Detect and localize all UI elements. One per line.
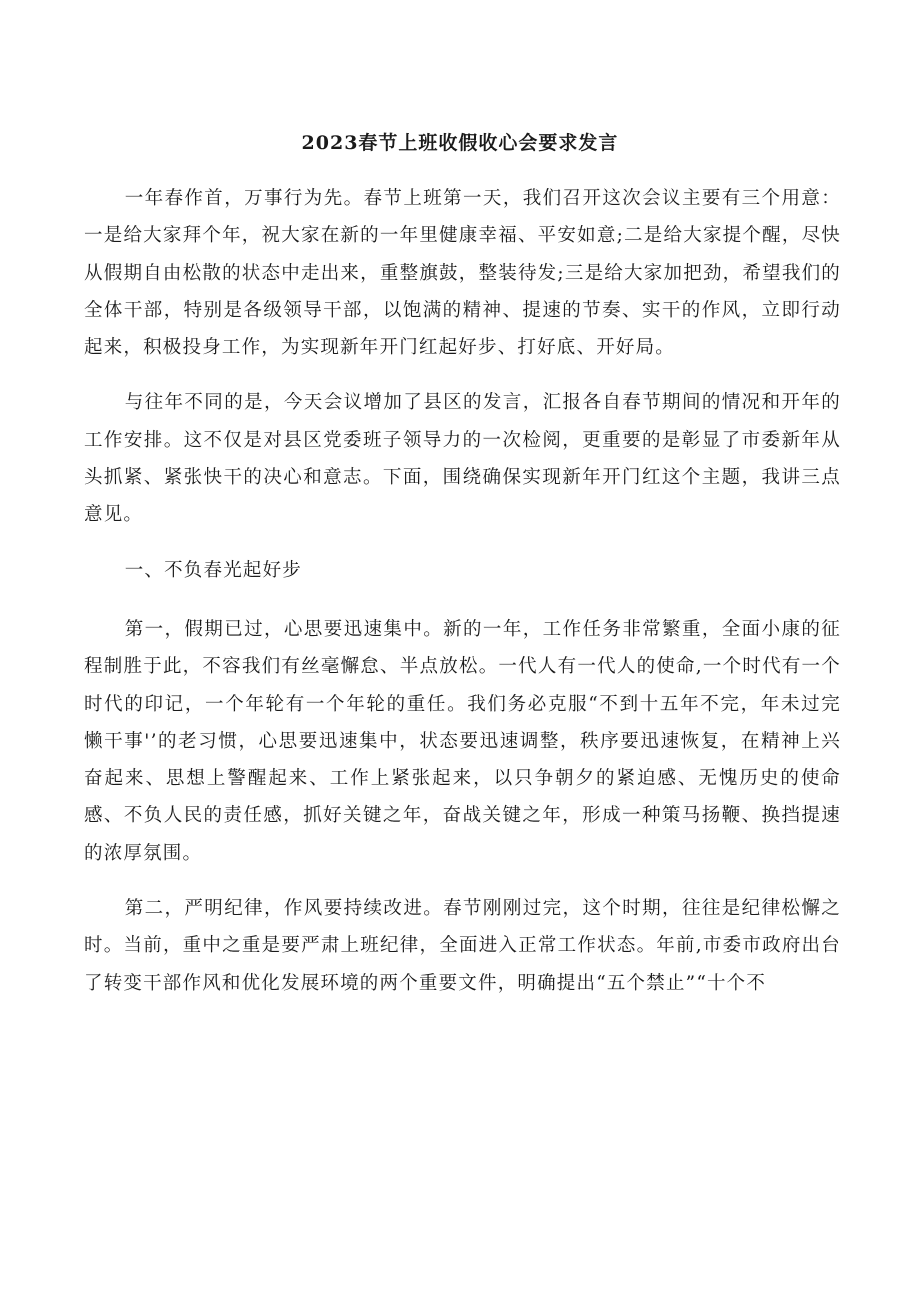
- paragraph-introduction: 与往年不同的是，今天会议增加了县区的发言，汇报各自春节期间的情况和开年的工作安排。这不仅是对县区党委班子领导力的一次检阅，更重要的是彰显了市委新年从头抓紧、紧张快干的决心和意志。下面，围绕确保实现新年开门红这个主题，我讲三点意见。: [84, 392, 841, 526]
- section-heading-1: 一、不负春光起好步: [124, 559, 302, 581]
- paragraph-point-1: 第一，假期已过，心思要迅速集中。新的一年，工作任务非常繁重，全面小康的征程制胜于此，不容我们有丝毫懈怠、半点放松。一代人有一代人的使命,一个时代有一个时代的印记，一个年轮有一个年轮的重任。我们务必克服“不到十五年不完，年未过完懒干事'’的老习惯，心思要迅速集中，状态要迅速调整，秩序要迅速恢复，在精神上兴奋起来、思想上警醒起来、工作上紧张起来，以只争朝夕的紧迫感、无愧历史的使命感、不负人民的责任感，抓好关键之年，奋战关键之年，形成一种策马扬鞭、换挡提速的浓厚氛围。: [84, 618, 841, 864]
- document-title: 2023春节上班收假收心会要求发言: [301, 132, 619, 154]
- paragraph-opening: 一年春作首，万事行为先。春节上班第一天，我们召开这次会议主要有三个用意：一是给大家拜个年，祝大家在新的一年里健康幸福、平安如意;二是给大家提个醒，尽快从假期自由松散的状态中走出来，重整旗鼓，整装待发;三是给大家加把劲，希望我们的全体干部，特别是各级领导干部，以饱满的精神、提速的节奏、实干的作风，立即行动起来，积极投身工作，为实现新年开门红起好步、打好底、开好局。: [84, 188, 841, 359]
- document-body: [84, 180, 841, 1020]
- paragraph-point-2: 第二，严明纪律，作风要持续改进。春节刚刚过完，这个时期，往往是纪律松懈之时。当前，重中之重是要严肃上班纪律，全面进入正常工作状态。年前,市委市政府出台了转变干部作风和优化发展环境的两个重要文件，明确提出“五个禁止”“十个不: [84, 898, 841, 994]
